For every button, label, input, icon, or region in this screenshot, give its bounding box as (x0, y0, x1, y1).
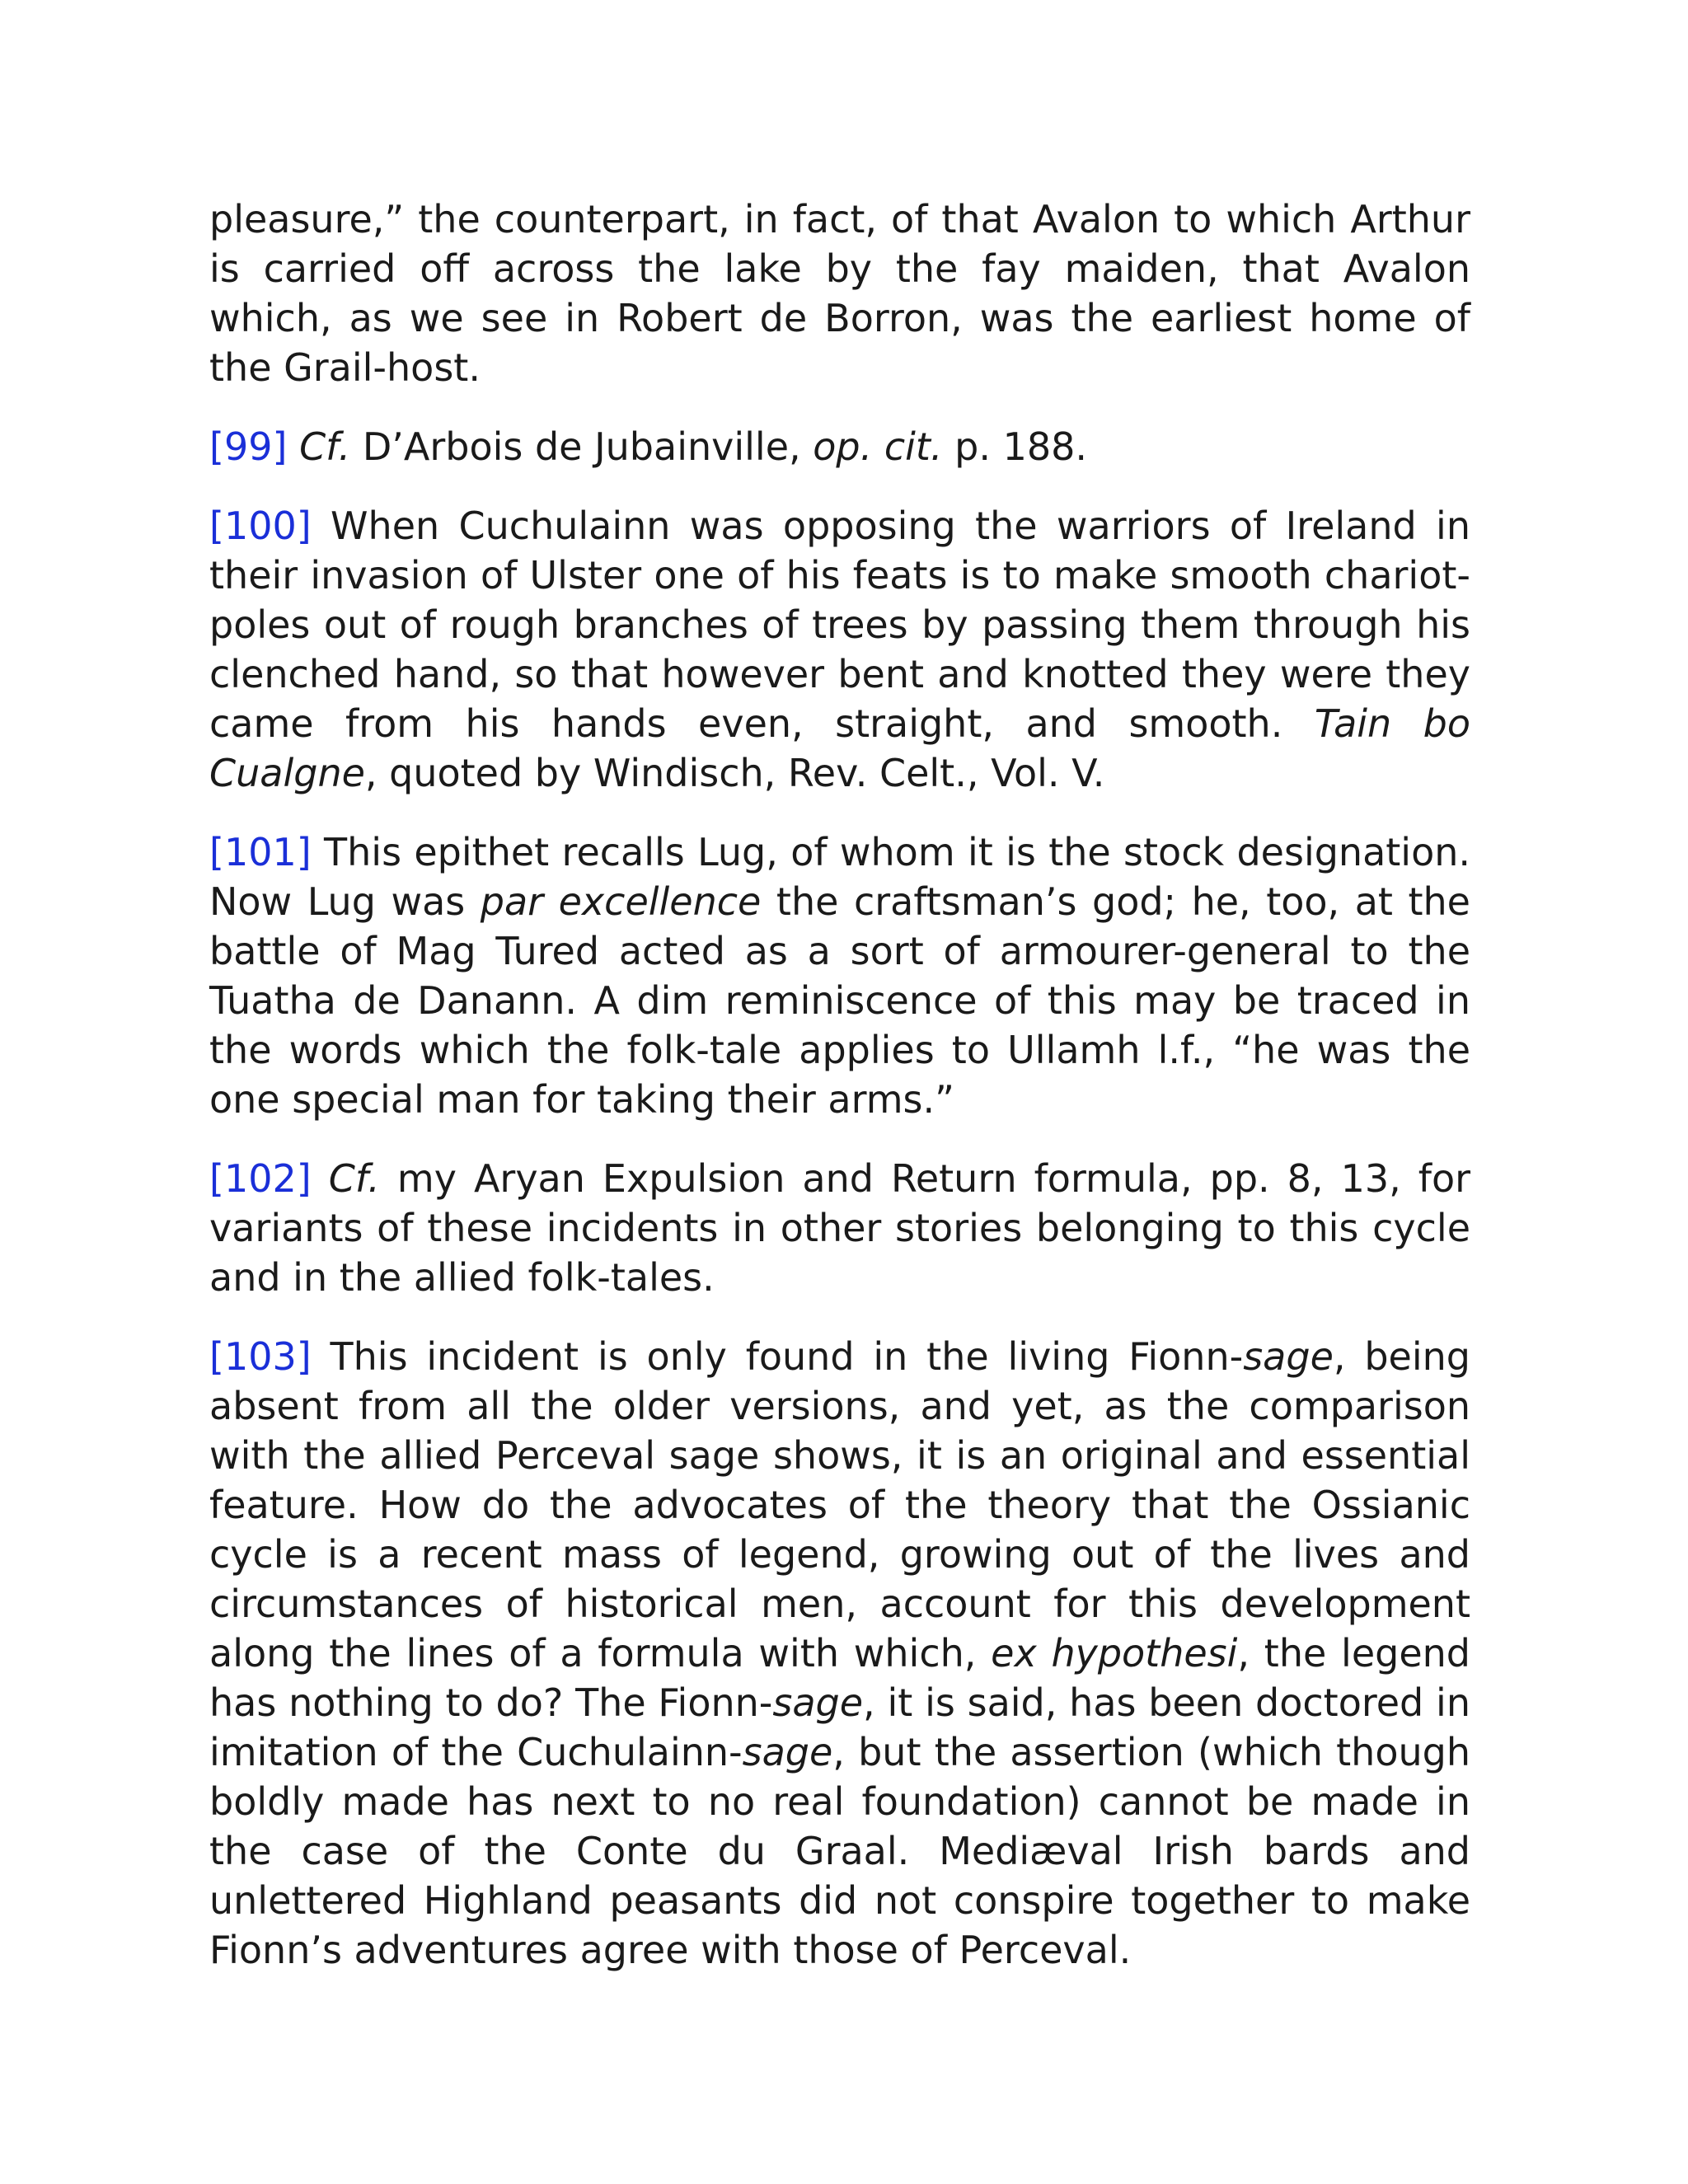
footnote-text-italic: Cf. (328, 1156, 380, 1201)
footnote-100-link[interactable]: [100] (209, 504, 312, 548)
footnote-103-link[interactable]: [103] (209, 1334, 312, 1379)
footnote-103 (209, 1332, 1470, 1975)
footnote-100 (209, 501, 1470, 798)
footnote-text: , quoted by Windisch, Rev. Celt., Vol. V. (364, 751, 1105, 795)
footnote-text: , but the assertion (which though boldly made has next to no real foundation) cannot be made in the case of the Conte du Graal. Mediæval Irish bards and unlettered Highland peasants did not conspire together to make Fionn’s adventures agree with those of Perceval. (209, 1730, 1470, 1972)
footnote-text-italic: sage (742, 1730, 833, 1774)
footnote-text: D’Arbois de Jubainville, (350, 424, 814, 469)
footnote-text: , being absent from all the older versions, and yet, as the comparison with the allied Perceval sage shows, it is an original and essential feature. How do the advocates of the theory that the Ossianic cycle is a recent mass of legend, growing out of the lives and circumstances of historical men, account for this development along the lines of a formula with which, (209, 1334, 1470, 1675)
footnote-text-italic: sage (772, 1680, 864, 1725)
footnote-102 (209, 1154, 1470, 1302)
footnote-text-italic: Cf. (299, 424, 351, 469)
footnote-text: the craftsman’s god; he, too, at the battle of Mag Tured acted as a sort of armourer-general to the Tuatha de Danann. A dim reminiscence of this may be traced in the words which the folk-tale applies to Ullamh l.f., “he was the one special man for taking their arms.” (209, 879, 1470, 1122)
footnote-text-italic: ex hypothesi (991, 1631, 1238, 1675)
footnote-text: When Cuchulainn was opposing the warriors of Ireland in their invasion of Ulster one of his feats is to make smooth chariot-poles out of rough branches of trees by passing them through his clenched hand, so that however bent and knotted they were they came from his hands even, straight, and smooth. (209, 504, 1470, 746)
paragraph-text: pleasure,” the counterpart, in fact, of that Avalon to which Arthur is carried off across the lake by the fay maiden, that Avalon which, as we see in Robert de Borron, was the earliest home of the Grail-host. (209, 197, 1470, 390)
footnote-text-italic: par excellence (480, 879, 762, 924)
footnote-text: , it is said, has been doctored in imitation of the Cuchulainn- (209, 1680, 1470, 1774)
footnote-text-italic: op. cit. (813, 424, 943, 469)
footnote-text: , the legend has nothing to do? The Fionn- (209, 1631, 1470, 1725)
footnote-text: p. 188. (942, 424, 1088, 469)
footnote-101 (209, 827, 1470, 1124)
footnote-99 (209, 422, 1470, 471)
footnote-text: This epithet recalls Lug, of whom it is the stock designation. Now Lug was (209, 830, 1470, 924)
footnote-102-link[interactable]: [102] (209, 1156, 312, 1201)
footnote-text-italic: sage (1243, 1334, 1334, 1379)
continued-footnote-paragraph (209, 194, 1470, 392)
document-body (209, 194, 1470, 1975)
footnote-text: my Aryan Expulsion and Return formula, pp. 8, 13, for variants of these incidents in other stories belonging to this cycle and in the allied folk-tales. (209, 1156, 1470, 1300)
footnote-text-italic: Tain bo Cualgne (209, 701, 1471, 795)
footnote-99-link[interactable]: [99] (209, 424, 288, 469)
footnote-101-link[interactable]: [101] (209, 830, 312, 874)
footnote-text: This incident is only found in the living Fionn- (311, 1334, 1244, 1379)
